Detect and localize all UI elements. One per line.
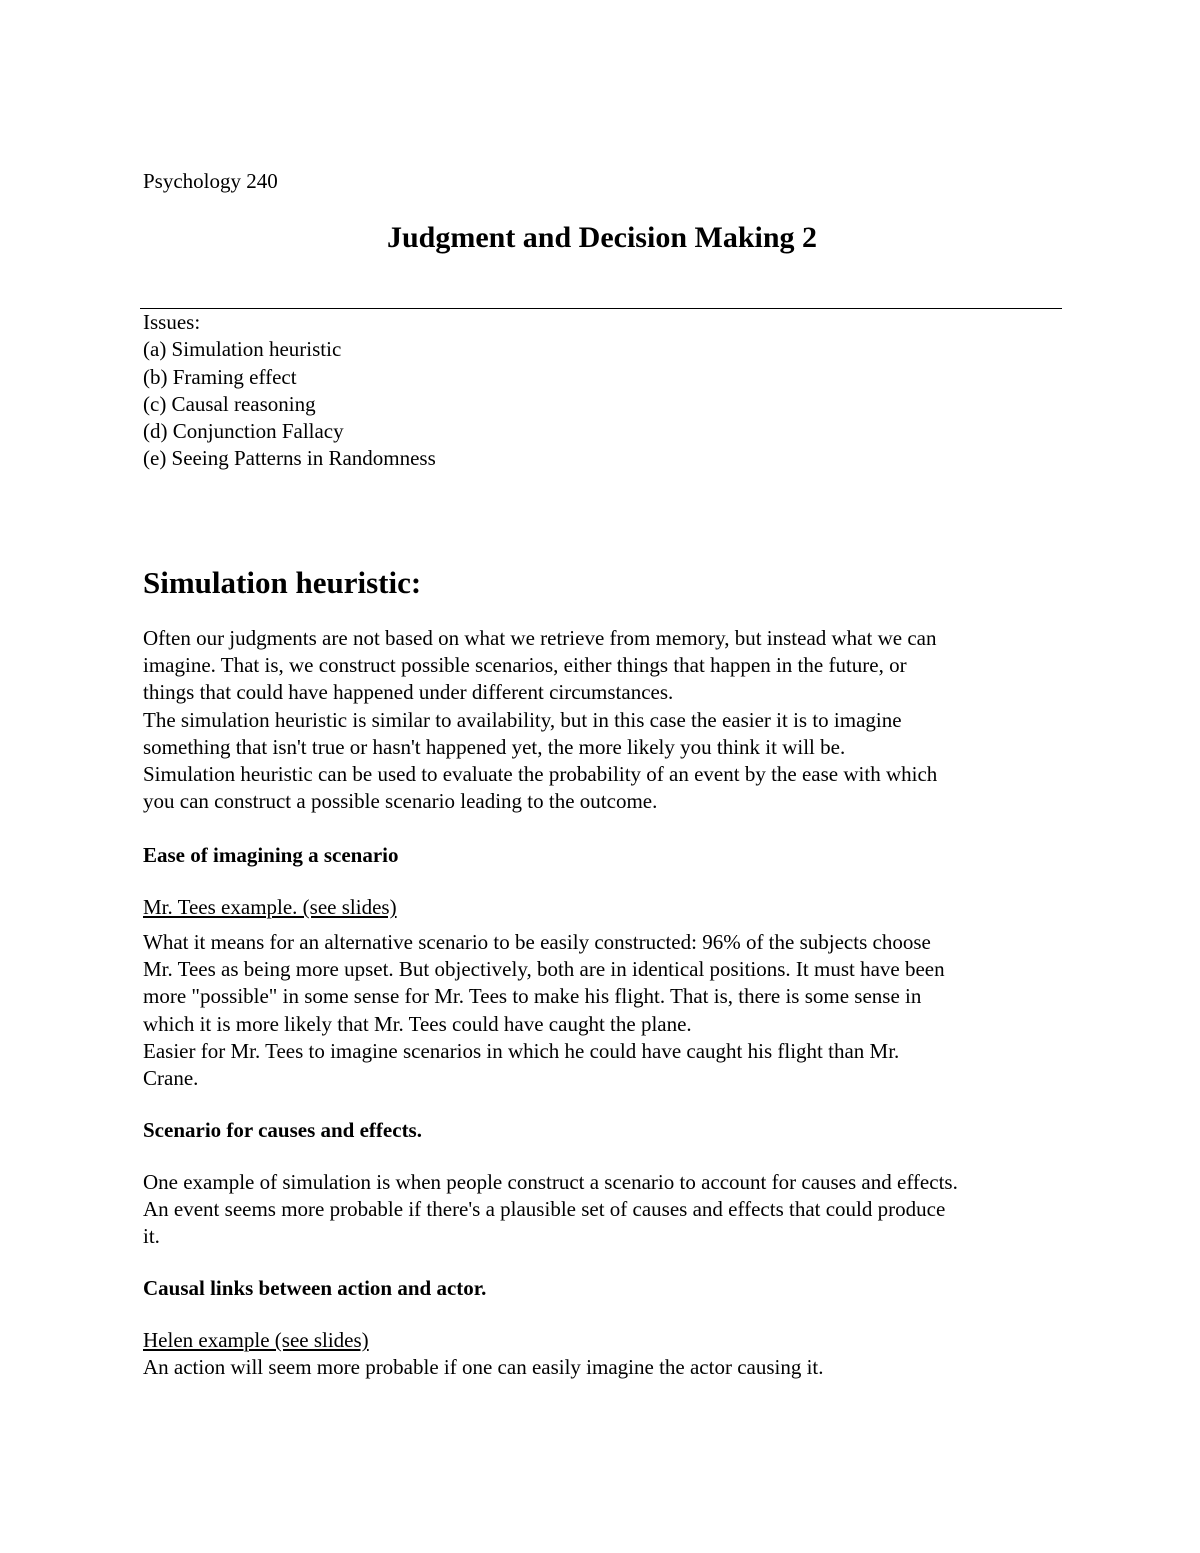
paragraph-line: more "possible" in some sense for Mr. Tees to make his flight. That is, there is some sense in: [143, 984, 922, 1009]
paragraph-line: Crane.: [143, 1066, 199, 1091]
paragraph-line: Easier for Mr. Tees to imagine scenarios in which he could have caught his flight than Mr.: [143, 1038, 900, 1063]
causes-subheading: Scenario for causes and effects.: [143, 1118, 422, 1142]
paragraph-line: An event seems more probable if there's a plausible set of causes and effects that could produce: [143, 1197, 946, 1222]
issue-item: (c) Causal reasoning: [143, 391, 316, 416]
paragraph-line: imagine. That is, we construct possible scenarios, either things that happen in the future, or: [143, 653, 907, 678]
links-subheading: Causal links between action and actor.: [143, 1276, 487, 1300]
tees-paragraph: [143, 929, 1073, 1092]
issues-block: [143, 309, 436, 473]
document-title: Judgment and Decision Making 2: [386, 221, 818, 254]
helen-example-label: Helen example (see slides): [143, 1328, 369, 1352]
issue-item: (a) Simulation heuristic: [143, 337, 342, 362]
issue-item: (e) Seeing Patterns in Randomness: [143, 446, 436, 471]
paragraph-line: something that isn't true or hasn't happened yet, the more likely you think it will be.: [143, 734, 846, 759]
paragraph-line: Mr. Tees as being more upset. But objectively, both are in identical positions. It must have been: [143, 957, 945, 982]
paragraph-line: What it means for an alternative scenario to be easily constructed: 96% of the subjects choose: [143, 930, 931, 954]
tees-example-label: Mr. Tees example. (see slides): [143, 895, 397, 919]
paragraph-line: it.: [143, 1224, 160, 1249]
paragraph-line: One example of simulation is when people construct a scenario to account for causes and effects.: [143, 1170, 958, 1194]
course-label: Psychology 240: [143, 169, 278, 193]
ease-subheading: Ease of imagining a scenario: [143, 843, 399, 867]
paragraph-line: The simulation heuristic is similar to availability, but in this case the easier it is to imagine: [143, 707, 902, 732]
section-heading: Simulation heuristic:: [143, 565, 422, 600]
issue-item: (d) Conjunction Fallacy: [143, 419, 344, 444]
intro-paragraph: [143, 625, 1073, 815]
paragraph-line: things that could have happened under different circumstances.: [143, 680, 674, 705]
issues-label: Issues:: [143, 310, 201, 334]
issues-list: [143, 336, 436, 472]
paragraph-line: you can construct a possible scenario leading to the outcome.: [143, 789, 658, 814]
helen-sentence: An action will seem more probable if one can easily imagine the actor causing it.: [143, 1355, 824, 1379]
causes-paragraph: [143, 1169, 1073, 1251]
paragraph-line: Often our judgments are not based on what we retrieve from memory, but instead what we can: [143, 626, 937, 650]
issue-item: (b) Framing effect: [143, 364, 297, 389]
paragraph-line: Simulation heuristic can be used to evaluate the probability of an event by the ease with which: [143, 762, 938, 787]
paragraph-line: which it is more likely that Mr. Tees could have caught the plane.: [143, 1011, 692, 1036]
